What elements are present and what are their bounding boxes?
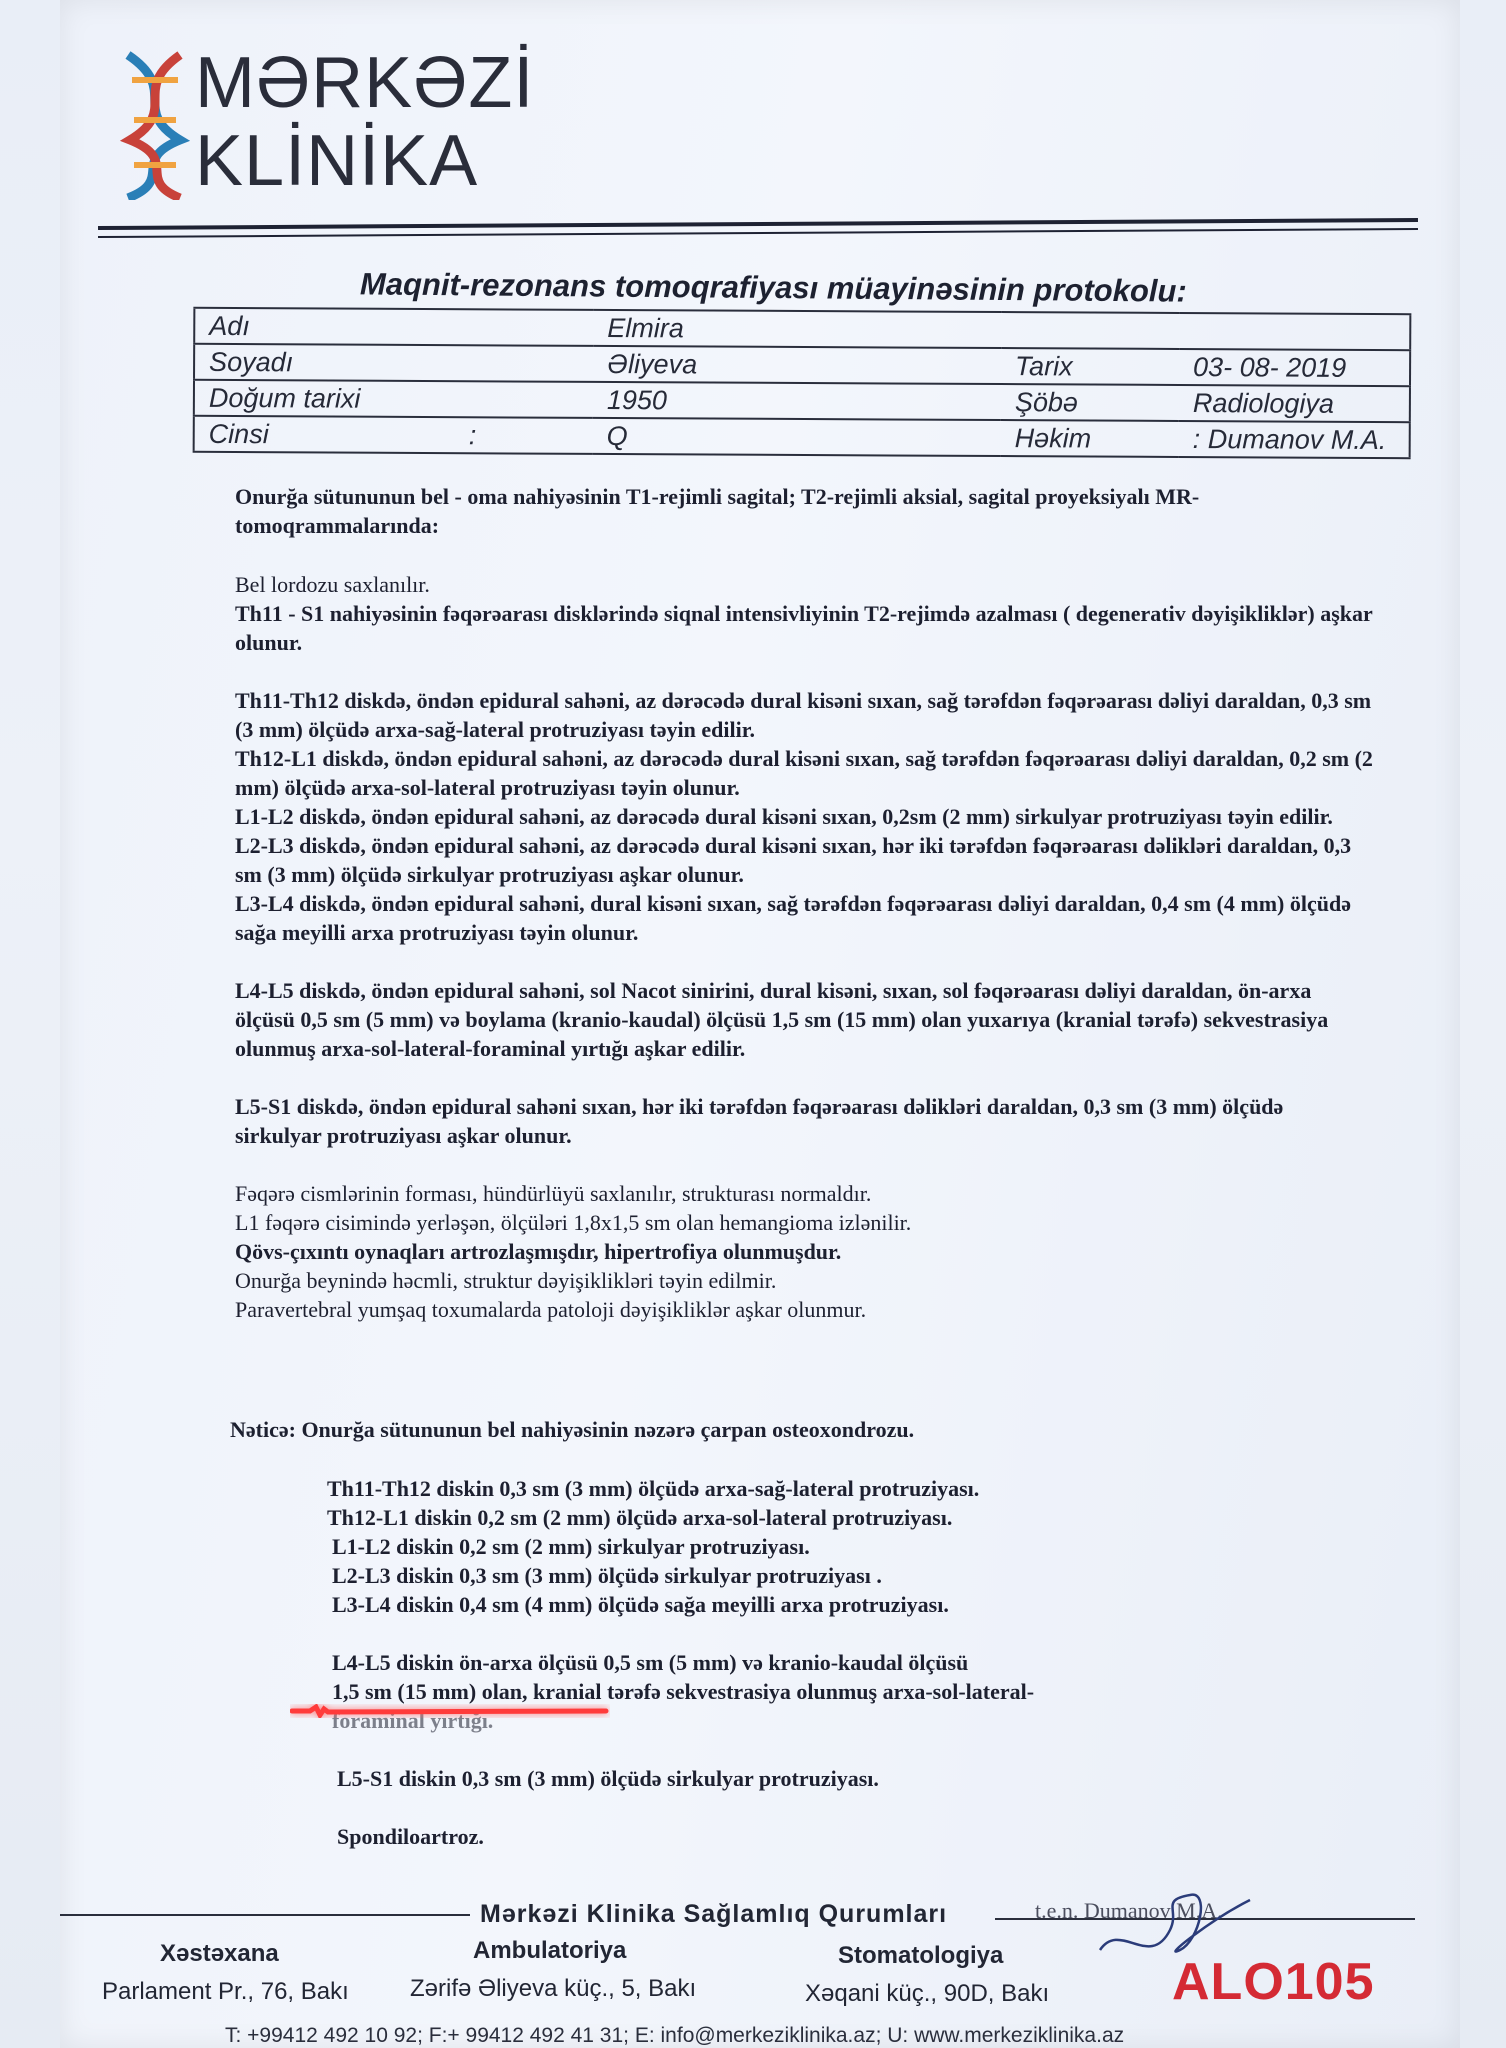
conclusion-item: L4-L5 diskin ön-arxa ölçüsü 0,5 sm (5 mm) və kranio-kaudal ölçüsü (332, 1650, 969, 1675)
footer-col2-addr: Zərifə Əliyeva küç., 5, Bakı (410, 1975, 697, 2002)
footer-col3-addr: Xəqani küç., 90D, Bakı (805, 1980, 1050, 2007)
finding-v5: Paravertebral yumşaq toxumalarda patoloji dəyişikliklər aşkar olunmur. (235, 1297, 867, 1322)
birth-value: 1950 (593, 382, 1001, 420)
alc-stamp: ALO105 (1172, 1953, 1375, 2011)
finding-th11: Th11-Th12 diskdə, öndən epidural sahəni, az dərəcədə dural kisəni sıxan, sağ tərəfdən fəqərəarası dəliyi daraldan, 0,3 sm (3 mm) ölçüdə arxa-sağ-lateral protruziyası təyin edilir. (235, 688, 1372, 742)
conclusion-item: L1-L2 diskin 0,2 sm (2 mm) sirkulyar protruziyası. (332, 1534, 810, 1559)
finding-v3: Qövs-çıxıntı oynaqları artrozlaşmışdır, hipertrofiya olunmuşdur. (235, 1239, 842, 1264)
finding-l3: L3-L4 diskdə, öndən epidural sahəni, dural kisəni sıxan, sağ tərəfdən fəqərəarası dəliyi daraldan, 0,4 sm (4 mm) ölçüdə sağa meyilli arxa protruziyası təyin olunur. (235, 891, 1351, 945)
highlight-scribble (290, 1704, 610, 1718)
footer-col3-head: Stomatologiya (838, 1942, 1004, 1969)
conclusion-item: L3-L4 diskin 0,4 sm (4 mm) ölçüdə sağa meyilli arxa protruziyası. (332, 1592, 949, 1617)
finding-lordosis: Bel lordozu saxlanılır. (235, 572, 430, 597)
date-value: 03- 08- 2019 (1179, 349, 1410, 386)
clinic-logo (120, 43, 535, 201)
finding-v2: L1 fəqərə cisimində yerləşən, ölçüləri 1,8x1,5 sm olan hemangioma izlənilir. (235, 1210, 912, 1235)
footer-col1-addr: Parlament Pr., 76, Bakı (102, 1978, 349, 2005)
footer-col1-head: Xəstəxana (160, 1940, 279, 1967)
conclusion-heading: Nəticə: Onurğa sütununun bel nahiyəsinin nəzərə çarpan osteoxondrozu. (230, 1417, 915, 1442)
doctor-label: Həkim (1001, 420, 1179, 457)
doctor-value: : Dumanov M.A. (1179, 421, 1410, 458)
conclusion-item: Spondiloartroz. (337, 1824, 484, 1849)
surname-label: Soyadı (194, 344, 593, 382)
conclusion-list (327, 1474, 1227, 1851)
finding-signal: Th11 - S1 nahiyəsinin fəqərəarası disklərində siqnal intensivliyinin T2-rejimdə azalması ( degenerativ dəyişikliklər) aşkar olunur. (235, 601, 1373, 655)
sex-value: Q (593, 418, 1001, 456)
footer-contacts: T: +99412 492 10 92; F:+ 99412 492 41 31; E: info@merkeziklinika.az; U: www.merkeziklinika.az (225, 2024, 1125, 2047)
conclusion-item: L2-L3 diskin 0,3 sm (3 mm) ölçüdə sirkulyar protruziyası . (332, 1563, 882, 1588)
finding-l4: L4-L5 diskdə, öndən epidural sahəni, sol Nacot sinirini, dural kisəni, sıxan, sol fəqərəarası dəliyi daraldan, ön-arxa ölçüsü 0,5 sm (5 mm) və boylama (kranio-kaudal) ölçüsü 1,5 sm (15 mm) olan yuxarıya (kranial tərəfə) sekvestrasiya olunmuş arxa-sol-lateral-foraminal yırtığı aşkar edilir. (235, 978, 1329, 1061)
conclusion-item: Th12-L1 diskin 0,2 sm (2 mm) ölçüdə arxa-sol-lateral protruziyası. (327, 1505, 953, 1530)
logo-line1: MƏRKƏZİ (195, 43, 535, 123)
dept-value: Radiologiya (1179, 385, 1410, 422)
birth-label: Doğum tarixi (194, 380, 593, 418)
finding-l1: L1-L2 diskdə, öndən epidural sahəni, az dərəcədə dural kisəni sıxan, 0,2sm (2 mm) sirkulyar protruziyası təyin edilir. (235, 804, 1333, 829)
patient-info-table (193, 307, 1412, 459)
conclusion-item: 1,5 sm (15 mm) olan, kranial tərəfə sekvestrasiya olunmuş arxa-sol-lateral- (332, 1679, 1035, 1704)
finding-th12: Th12-L1 diskdə, öndən epidural sahəni, az dərəcədə dural kisəni sıxan, sağ tərəfdən fəqərəarası dəliyi daraldan, 0,2 sm (2 mm) ölçüdə arxa-sol-lateral protruziyası təyin olunur. (235, 746, 1373, 800)
footer-org: Mərkəzi Klinika Sağlamlıq Qurumları (480, 1900, 948, 1928)
dept-label: Şöbə (1001, 384, 1179, 421)
date-label: Tarix (1001, 348, 1179, 385)
finding-v1: Fəqərə cismlərinin forması, hündürlüyü saxlanılır, strukturası normaldır. (235, 1181, 872, 1206)
dna-helix-icon (120, 50, 190, 200)
findings-section (235, 570, 1375, 1324)
footer-rule-left (60, 1914, 470, 1916)
name-label: Adı (194, 308, 593, 346)
sex-label: Cinsi : (194, 416, 593, 454)
conclusion-item: Th11-Th12 diskin 0,3 sm (3 mm) ölçüdə arxa-sağ-lateral protruziyası. (327, 1476, 980, 1501)
finding-l2: L2-L3 diskdə, öndən epidural sahəni, az dərəcədə dural kisəni sıxan, hər iki tərəfdən fəqərəarası dəlikləri daraldan, 0,3 sm (3 mm) ölçüdə sirkulyar protruziyası aşkar olunur. (235, 833, 1352, 887)
conclusion-item: L5-S1 diskin 0,3 sm (3 mm) ölçüdə sirkulyar protruziyası. (337, 1766, 879, 1791)
name-value: Elmira (593, 310, 1001, 348)
table-row (194, 416, 1410, 458)
surname-value: Əliyeva (593, 346, 1001, 384)
footer-signer: t.e.n. Dumanov M.A. (1035, 1898, 1223, 1923)
logo-line2: KLİNİKA (195, 121, 479, 201)
conclusion-item: foraminal yırtığı. (332, 1708, 494, 1733)
finding-l5: L5-S1 diskdə, öndən epidural sahəni sıxan, hər iki tərəfdən fəqərəarası dəlikləri daraldan, 0,3 sm (3 mm) ölçüdə sirkulyar protruziyası aşkar olunur. (235, 1094, 1284, 1148)
finding-v4: Onurğa beynində həcmli, struktur dəyişiklikləri təyin edilmir. (235, 1268, 777, 1293)
intro-paragraph: Onurğa sütununun bel - oma nahiyəsinin T1-rejimli sagital; T2-rejimli aksial, sagital proyeksiyalı MR- tomoqrammalarında: (235, 484, 1200, 538)
footer-col2-head: Ambulatoriya (473, 1937, 627, 1964)
document-title: Maqnit-rezonans tomoqrafiyası müayinəsinin protokolu: (359, 266, 1187, 309)
